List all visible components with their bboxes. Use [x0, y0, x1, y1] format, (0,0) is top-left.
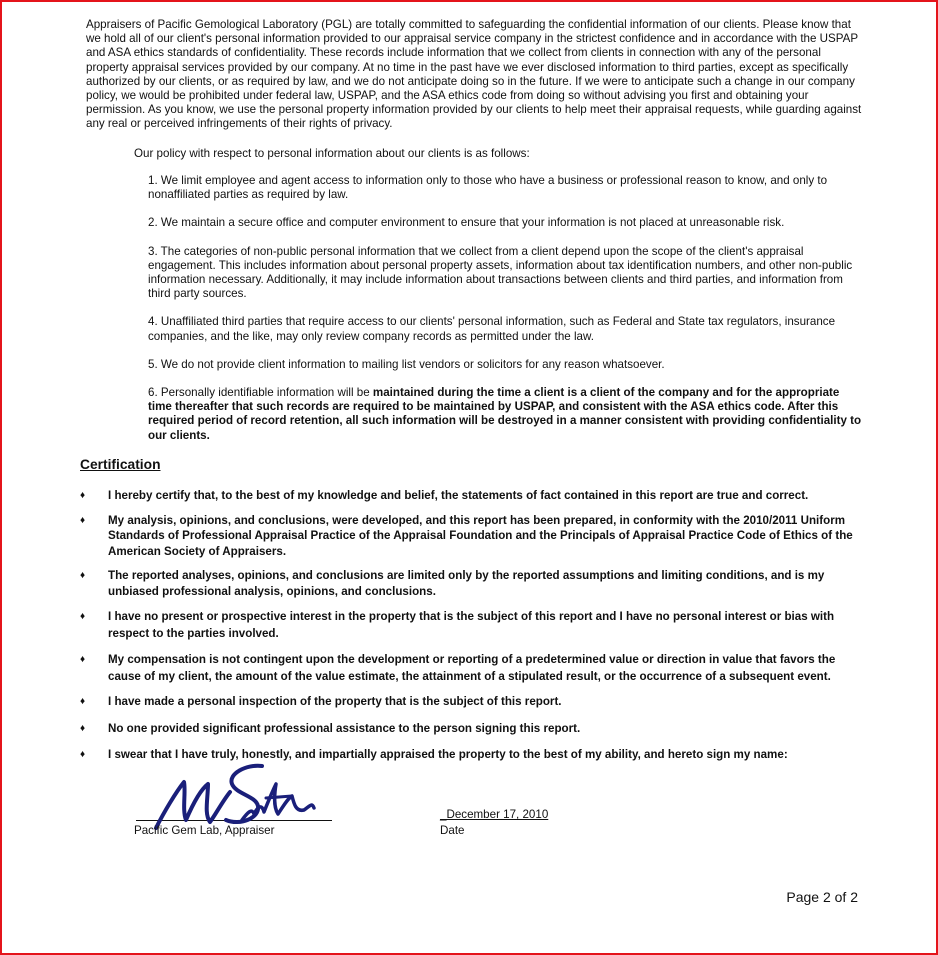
- policy-list: [148, 174, 864, 443]
- diamond-bullet-icon: ♦: [80, 570, 86, 581]
- policy-item: 4. Unaffiliated third parties that require access to our clients' personal information, such as Federal and State tax regulators, insurance companies, and the like, may only review company records as permitted under the law.: [148, 315, 836, 343]
- certification-item: [80, 568, 864, 599]
- certification-text: I have no present or prospective interest in the property that is the subject of this report and I have no personal interest or bias with respect to the parties involved.: [108, 610, 835, 640]
- signer-caption: Pacific Gem Lab, Appraiser: [134, 824, 275, 837]
- diamond-bullet-icon: ♦: [80, 696, 86, 707]
- certification-text: I have made a personal inspection of the property that is the subject of this report.: [108, 695, 562, 708]
- certification-item: [80, 513, 864, 560]
- signature-date: _December 17, 2010: [440, 808, 549, 821]
- privacy-intro-paragraph: Appraisers of Pacific Gemological Laboratory (PGL) are totally committed to safeguarding the confidential information of our clients. Please know that we hold all of our client's personal information provided to our appraisal service company in the strictest confidence and in accordance with the USPAP and ASA ethics standards of confidentiality. These records include information that we collect from clients in connection with any of the personal property appraisal services provided by our company. At no time in the past have we ever disclosed information to third parties, except as specifically authorized by our clients, or as required by law, and we do not anticipate doing so in the future. If we were to anticipate such a change in our company policy, we would be prohibited under federal law, USPAP, and the ASA ethics code from doing so without advising you first and obtaining your permission. As you know, we use the personal property information provided by our clients to help meet their appraisal requests, while guarding against any real or perceived infringements of their rights of privacy.: [86, 18, 862, 131]
- certification-text: The reported analyses, opinions, and conclusions are limited only by the reported assumptions and limiting conditions, and is my unbiased professional analysis, opinions, and conclusions.: [108, 569, 825, 598]
- policy-item: 1. We limit employee and agent access to information only to those who have a business or professional reason to know, and only to nonaffiliated parties as required by law.: [148, 174, 828, 202]
- diamond-bullet-icon: ♦: [80, 654, 86, 665]
- certification-text: No one provided significant professional assistance to the person signing this report.: [108, 721, 581, 735]
- certification-item: [80, 608, 864, 642]
- certification-text: I swear that I have truly, honestly, and impartially appraised the property to the best of my ability, and hereto sign my name:: [108, 748, 788, 761]
- diamond-bullet-icon: ♦: [80, 749, 86, 760]
- certification-item: [80, 488, 864, 504]
- certification-item: [80, 721, 864, 737]
- diamond-bullet-icon: ♦: [80, 514, 86, 526]
- date-caption: Date: [440, 824, 465, 837]
- policy-item-6: [148, 386, 864, 443]
- certification-item: [80, 747, 864, 763]
- policy-item-6-plain: 6. Personally identifiable information will be: [148, 386, 373, 400]
- policy-lead-text: Our policy with respect to personal information about our clients is as follows:: [134, 147, 530, 160]
- diamond-bullet-icon: ♦: [80, 722, 86, 734]
- certification-text: My analysis, opinions, and conclusions, were developed, and this report has been prepared, in conformity with the 2010/2011 Uniform Standards of Professional Appraisal Practice of the Appraisal Foundation and the Principals of Appraisal Practice Code of Ethics of the American Society of Appraisers.: [108, 513, 853, 558]
- diamond-bullet-icon: ♦: [80, 490, 86, 501]
- signature-block: [132, 762, 572, 842]
- page-number: Page 2 of 2: [786, 889, 858, 905]
- certification-heading: Certification: [80, 457, 161, 472]
- policy-item-6-bold: maintained during the time a client is a client of the company and for the appropriate time thereafter that such records are required to be maintained by USPAP, and consistent with the ASA ethics code. After this required period of record retention, all such information will be destroyed in a manner consistent with providing confidentiality to our clients.: [148, 386, 862, 442]
- certification-list: [80, 488, 864, 763]
- policy-item: 3. The categories of non-public personal information that we collect from a client depend upon the scope of the client's appraisal engagement. This includes information about personal property assets, information about tax identification numbers, and other non-public information necessary. Additionally, it may include information about transactions between clients and third parties, and information from third party sources.: [148, 244, 853, 301]
- policy-item: 5. We do not provide client information to mailing list vendors or solicitors for any reason whatsoever.: [148, 357, 665, 371]
- certification-item: [80, 694, 864, 710]
- certification-item: [80, 651, 864, 685]
- policy-item: 2. We maintain a secure office and computer environment to ensure that your information is not placed at unreasonable risk.: [148, 216, 785, 230]
- diamond-bullet-icon: ♦: [80, 611, 86, 622]
- certification-text: I hereby certify that, to the best of my knowledge and belief, the statements of fact contained in this report are true and correct.: [108, 489, 809, 502]
- certification-text: My compensation is not contingent upon the development or reporting of a predetermined value or direction in value that favors the cause of my client, the amount of the value estimate, the attainment of a stipulated result, or the occurrence of a subsequent event.: [108, 653, 836, 683]
